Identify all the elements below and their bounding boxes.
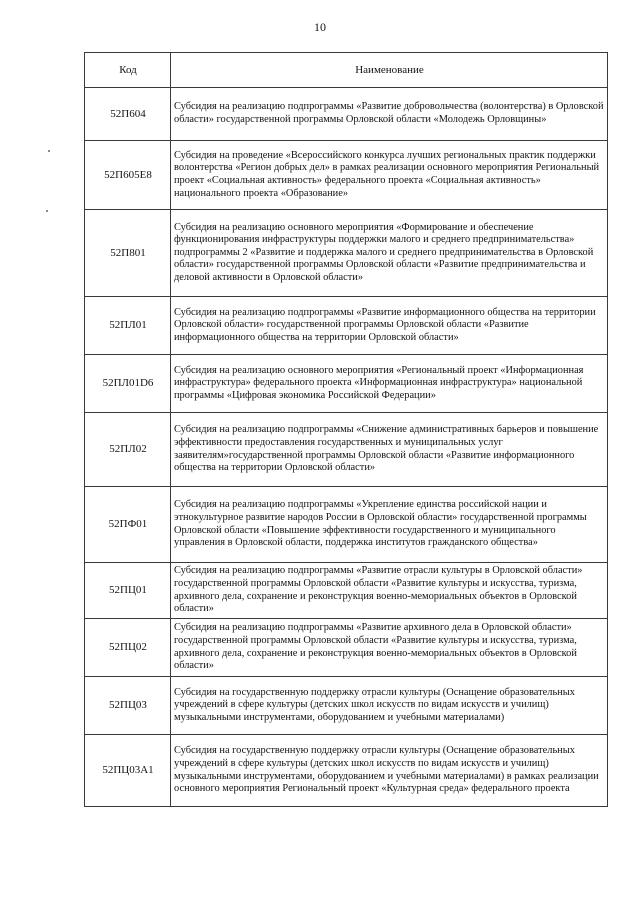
table-row <box>85 88 608 141</box>
table-row <box>85 677 608 735</box>
table-row <box>85 735 608 807</box>
table-header-row <box>85 53 608 88</box>
page-number: 10 <box>314 20 326 34</box>
table-row <box>85 563 608 619</box>
row-name: Субсидия на проведение «Всероссийского конкурса лучших региональных практик поддержки волонтерства «Регион добрых дел» в рамках реализации основного мероприятия Региональный проект «Социальная активность» федерального проекта «Социальная активность» национального проекта «Образование» <box>171 141 608 210</box>
column-header-code: Код <box>85 53 171 88</box>
row-code: 52П801 <box>85 210 171 297</box>
row-code: 52ПЦ03А1 <box>85 735 171 807</box>
table-row <box>85 297 608 355</box>
row-code: 52ПЛ01 <box>85 297 171 355</box>
row-name: Субсидия на реализацию подпрограммы «Развитие архивного дела в Орловской области» государственной программы Орловской области «Развитие культуры и искусства, туризма, архивного дела, сохранение и реконструкция военно-мемориальных объектов в Орловской области» <box>171 619 608 677</box>
table-row <box>85 487 608 563</box>
row-name: Субсидия на реализацию подпрограммы «Развитие добровольчества (волонтерства) в Орловской области» государственной программы Орловской области «Молодежь Орловщины» <box>171 88 608 141</box>
row-code: 52ПЦ02 <box>85 619 171 677</box>
table-row <box>85 355 608 413</box>
row-name: Субсидия на государственную поддержку отрасли культуры (Оснащение образовательных учреждений в сфере культуры (детских школ искусств по видам искусств и училищ) музыкальными инструментами, оборудованием и учебными материалами) <box>171 677 608 735</box>
row-name: Субсидия на реализацию основного мероприятия «Формирование и обеспечение функционирования инфраструктуры поддержки малого и среднего предпринимательства» подпрограммы 2 «Развитие и поддержка малого и среднего предпринимательства в Орловской области» государственной программы Орловской области «Развитие предпринимательства и деловой активности в Орловской области» <box>171 210 608 297</box>
row-code: 52П604 <box>85 88 171 141</box>
scan-mark <box>48 150 50 152</box>
row-code: 52ПЦ01 <box>85 563 171 619</box>
row-code: 52ПЛ02 <box>85 413 171 487</box>
row-name: Субсидия на реализацию основного мероприятия «Региональный проект «Информационная инфраструктура» федерального проекта «Информационная инфраструктура» национальной программы «Цифровая экономика Российской Федерации» <box>171 355 608 413</box>
row-code: 52ПФ01 <box>85 487 171 563</box>
row-name: Субсидия на реализацию подпрограммы «Развитие отрасли культуры в Орловской области» государственной программы Орловской области «Развитие культуры и искусства, туризма, архивного дела, сохранение и реконструкция военно-мемориальных объектов в Орловской области» <box>171 563 608 619</box>
column-header-name: Наименование <box>171 53 608 88</box>
classification-codes-table <box>84 52 608 807</box>
row-name: Субсидия на реализацию подпрограммы «Развитие информационного общества на территории Орловской области» государственной программы Орловской области «Развитие информационного общества на территории Орловской области» <box>171 297 608 355</box>
row-name: Субсидия на реализацию подпрограммы «Снижение административных барьеров и повышение эффективности предоставления государственных и муниципальных услуг заявителям»государственной программы Орловской области «Развитие информационного общества на территории Орловской области» <box>171 413 608 487</box>
row-name: Субсидия на реализацию подпрограммы «Укрепление единства российской нации и этнокультурное развитие народов России в Орловской области» государственной программы Орловской области «Повышение эффективности государственного и муниципального управления в Орловской области, поддержка институтов гражданского общества» <box>171 487 608 563</box>
table-row <box>85 413 608 487</box>
row-code: 52ПЦ03 <box>85 677 171 735</box>
table-row <box>85 210 608 297</box>
row-code: 52ПЛ01D6 <box>85 355 171 413</box>
scan-mark <box>46 210 48 212</box>
row-code: 52П605Е8 <box>85 141 171 210</box>
table-row <box>85 141 608 210</box>
table-row <box>85 619 608 677</box>
row-name: Субсидия на государственную поддержку отрасли культуры (Оснащение образовательных учреждений в сфере культуры (детских школ искусств по видам искусств и училищ) музыкальными инструментами, оборудованием и учебными материалами) в рамках реализации основного мероприятия Региональный проект «Культурная среда» федерального проекта <box>171 735 608 807</box>
